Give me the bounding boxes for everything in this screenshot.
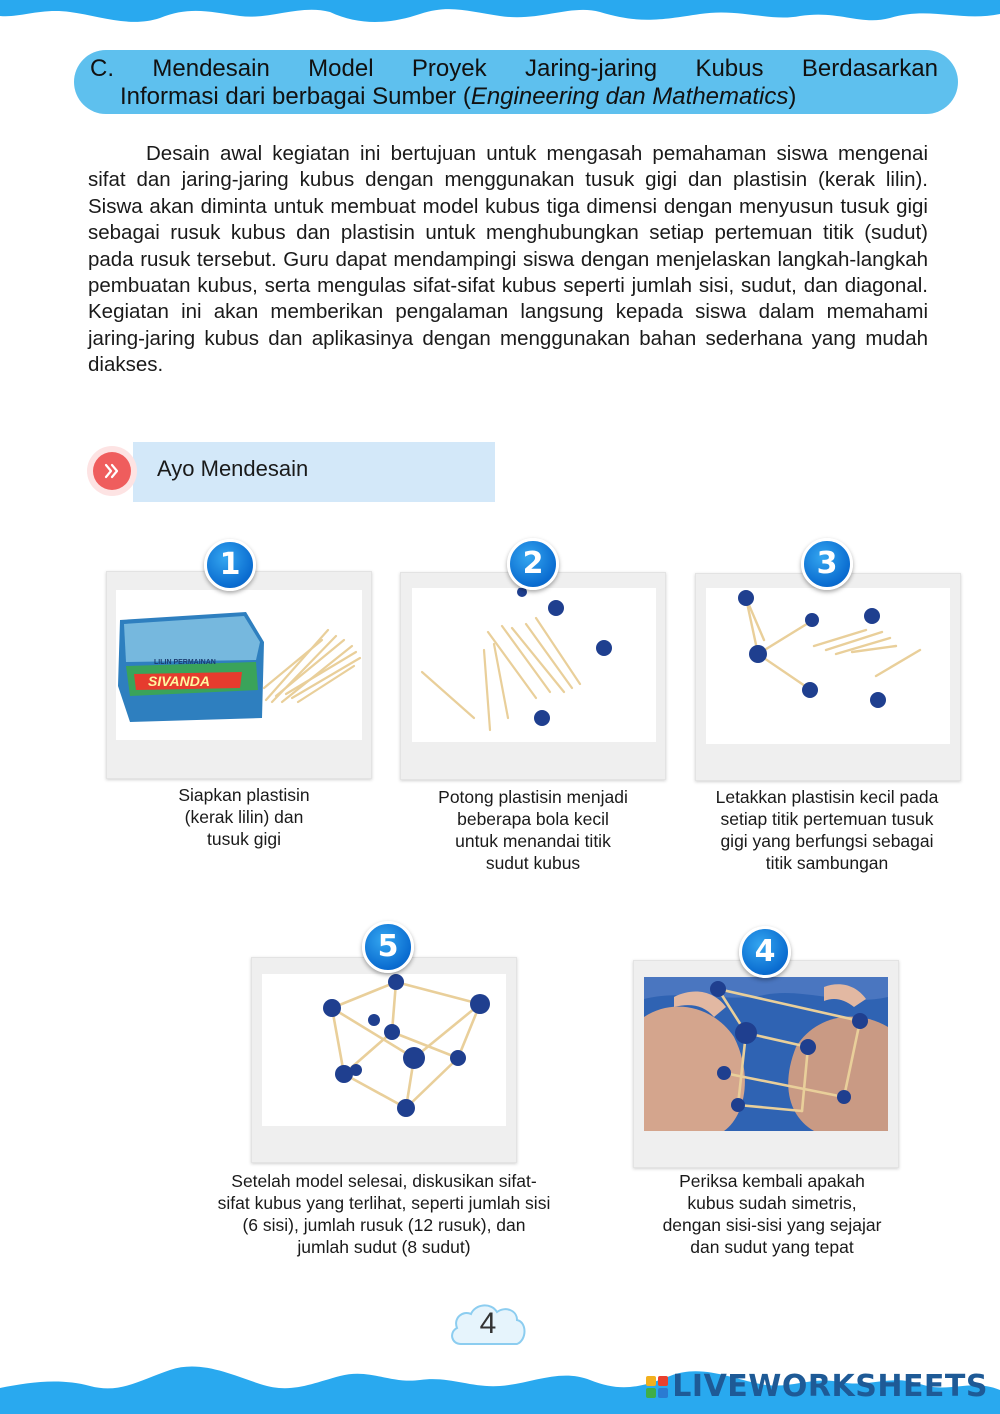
title-word: Proyek [411, 55, 487, 82]
caption-line: jumlah sudut (8 sudut) [297, 1237, 471, 1257]
caption-line: beberapa bola kecil [457, 809, 609, 829]
step-badge-4: 4 [739, 926, 791, 978]
section-label [133, 442, 495, 502]
caption-line: Siapkan plastisin [178, 785, 310, 805]
caption-line: kubus sudah simetris, [687, 1193, 857, 1213]
title-plain: Informasi dari berbagai Sumber ( [120, 83, 471, 110]
caption-line: dan sudut yang tepat [690, 1237, 854, 1257]
brand-logo[interactable] [646, 1369, 988, 1404]
section-title-banner [74, 50, 958, 114]
plasticine-pack [118, 612, 264, 722]
title-word: Jaring-jaring [525, 55, 658, 82]
caption-line: Periksa kembali apakah [679, 1171, 865, 1191]
cube-model-joints [323, 974, 490, 1117]
title-word: Mendesain [152, 55, 270, 82]
caption-line: sudut kubus [485, 853, 581, 873]
page-number: 4 [479, 1307, 497, 1340]
clay-joints [738, 590, 886, 708]
page-number-cloud [447, 1300, 529, 1352]
caption-line: (kerak lilin) dan [184, 807, 304, 827]
double-chevron-right-icon [87, 446, 137, 496]
pack-label-brand: SIVANDA [148, 673, 210, 689]
title-word: Kubus [695, 55, 764, 82]
step-1-caption [114, 784, 374, 850]
intro-paragraph: Desain awal kegiatan ini bertujuan untuk mengasah pemahaman siswa mengenai sifat dan jaring-jaring kubus dengan menggunakan tusuk gigi dan plastisin (kerak lilin). Siswa akan diminta untuk membuat model kubus tiga dimensi dengan menyusun tusuk gigi sebagai rusuk kubus dan plastisin untuk menghubungkan setiap pertemuan titik (sudut) pada rusuk tersebut. Guru dapat mendampingi siswa dengan menjelaskan langkah-langkah pembuatan kubus, serta mengulas sifat-sifat kubus seperti jumlah sisi, sudut, dan diagonal. Kegiatan ini akan memberikan pengalaman langsung kepada siswa dalam memahami jaring-jaring kubus dan aplikasinya dengan menggunakan bahan sederhana yang mudah diakses. [88, 142, 928, 377]
step-badge-1: 1 [204, 539, 256, 591]
step-3-caption [690, 786, 964, 874]
step-badge-3: 3 [801, 538, 853, 590]
title-word: Berdasarkan [801, 55, 938, 82]
step-2-caption [400, 786, 666, 874]
step-2-photo [412, 588, 656, 742]
step-1-photo [116, 590, 362, 740]
caption-line: Potong plastisin menjadi [438, 787, 628, 807]
caption-line: dengan sisi-sisi yang sejajar [662, 1215, 882, 1235]
cut-toothpicks [422, 618, 580, 730]
step-5-photo [262, 974, 506, 1126]
caption-line: Setelah model selesai, diskusikan sifat- [231, 1171, 537, 1191]
section-title-line-1 [90, 55, 938, 83]
caption-line: gigi yang berfungsi sebagai [720, 831, 934, 851]
section-label-text: Ayo Mendesain [157, 456, 309, 481]
title-close: ) [788, 83, 797, 110]
caption-line: setiap titik pertemuan tusuk [720, 809, 934, 829]
cube-model-edges [332, 982, 480, 1108]
toothpicks [264, 630, 360, 702]
step-3-photo [706, 588, 950, 744]
caption-line: titik sambungan [765, 853, 889, 873]
brand-logo-icon [646, 1376, 668, 1398]
caption-line: Letakkan plastisin kecil pada [715, 787, 939, 807]
brand-name: LIVEWORKSHEETS [672, 1369, 988, 1404]
caption-line: (6 sisi), jumlah rusuk (12 rusuk), dan [242, 1215, 526, 1235]
clay-balls [517, 588, 612, 726]
caption-line: untuk menandai titik [455, 831, 611, 851]
caption-line: tusuk gigi [207, 829, 281, 849]
caption-line: sifat kubus yang terlihat, seperti jumlah sisi [217, 1193, 551, 1213]
title-word: Model [308, 55, 374, 82]
step-5-caption [186, 1170, 582, 1258]
pack-label-top: LILIN PERMAINAN [154, 659, 216, 666]
partial-frame [746, 598, 920, 688]
step-badge-5: 5 [362, 921, 414, 973]
step-4-photo [644, 977, 888, 1131]
top-wave-decoration [0, 0, 1000, 40]
step-4-caption [630, 1170, 914, 1258]
title-italic: Engineering dan Mathematics [470, 83, 789, 110]
step-badge-2: 2 [507, 538, 559, 590]
section-title-line-2 [90, 83, 938, 111]
section-prefix: C. [90, 55, 114, 82]
